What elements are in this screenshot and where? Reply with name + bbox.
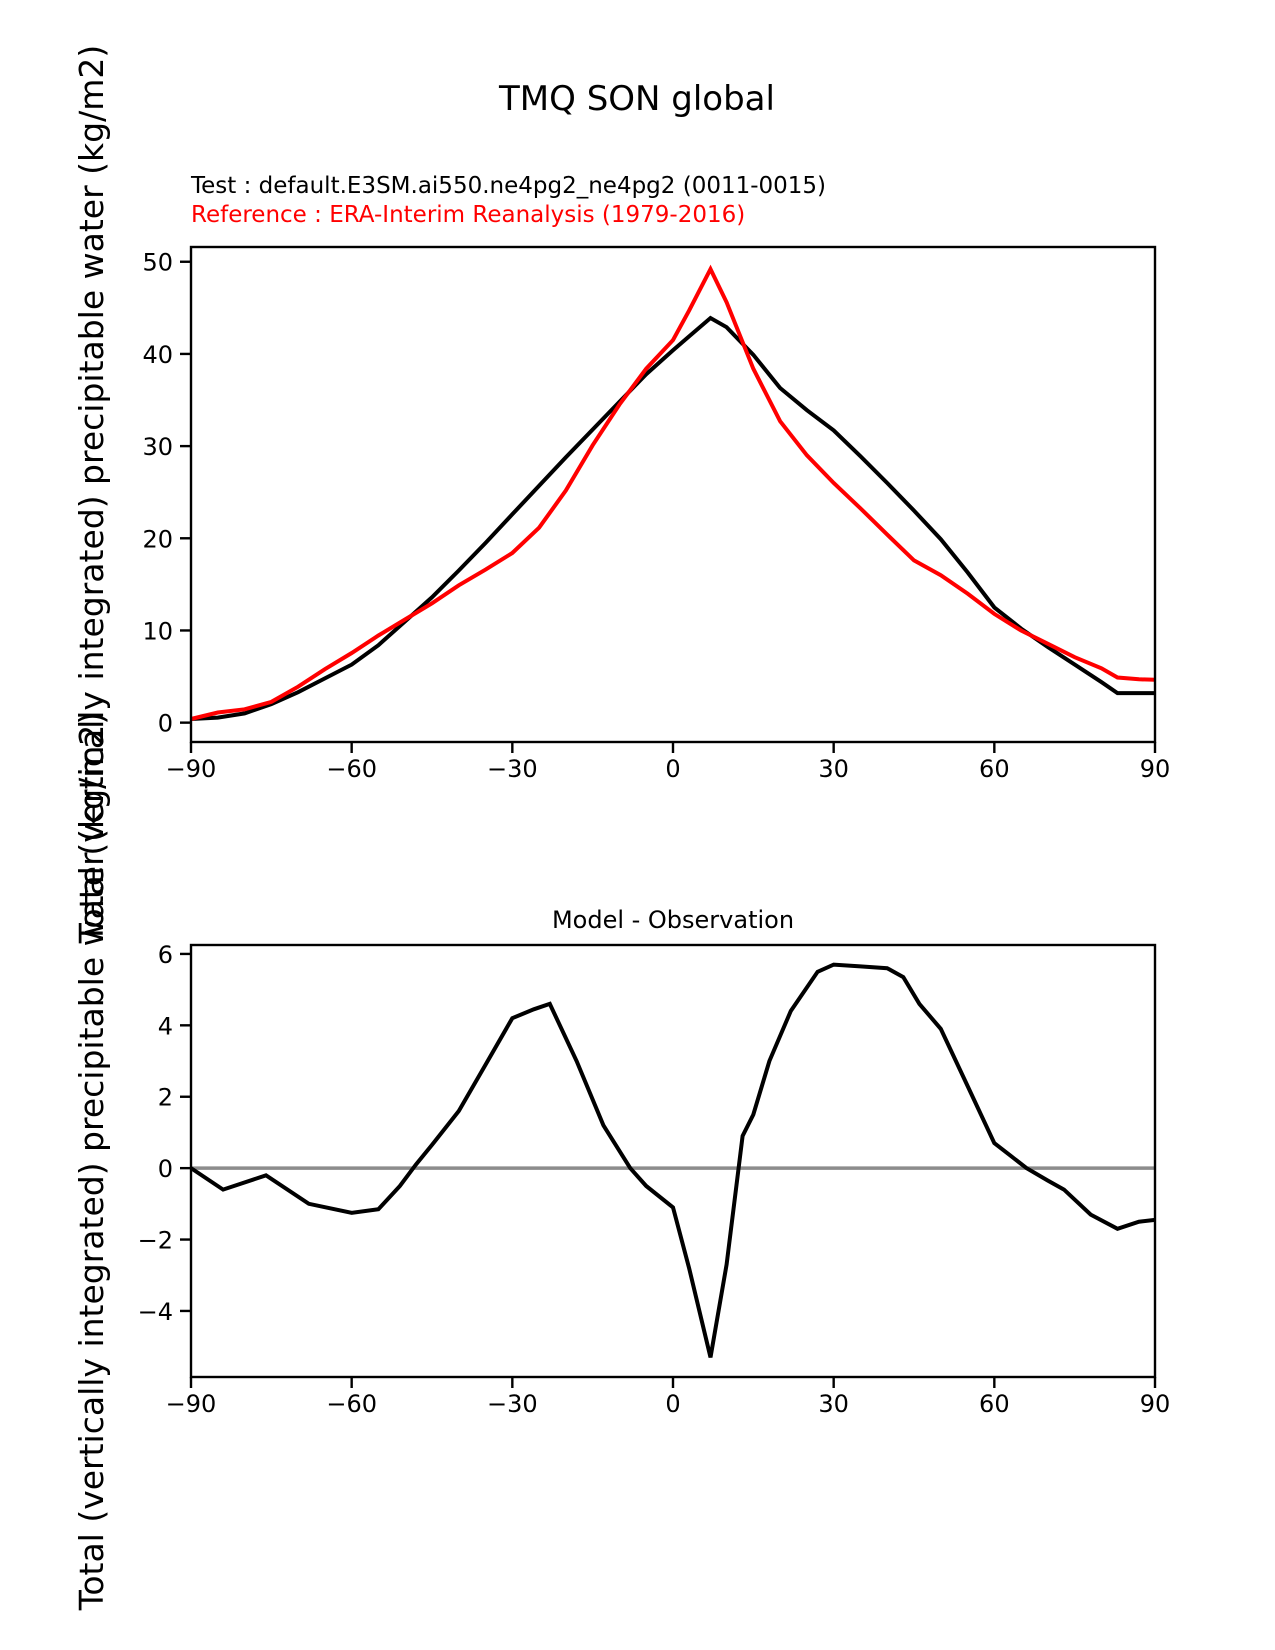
- x-tick-label: −90: [165, 1390, 217, 1418]
- difference-plot-title: Model - Observation: [551, 906, 795, 934]
- x-tick-label: 0: [665, 755, 681, 783]
- figure-title: TMQ SON global: [499, 79, 775, 119]
- top-axes-ticks: [142, 249, 1170, 783]
- y-tick-label: −2: [137, 1226, 173, 1255]
- x-tick-label: −60: [326, 755, 377, 783]
- bottom-axes-frame: [191, 945, 1155, 1377]
- bottom-axes: [72, 709, 1171, 1611]
- top-axes-series: [191, 269, 1155, 719]
- x-tick-label: 90: [1139, 755, 1171, 783]
- bottom-axes-series: [191, 965, 1155, 1358]
- x-tick-label: −30: [487, 755, 538, 783]
- top-y-axis-label: Total (vertically integrated) precipitable water (kg/m2): [72, 44, 111, 944]
- test-run-label: Test : default.E3SM.ai550.ne4pg2_ne4pg2 (0011-0015): [191, 173, 827, 199]
- y-tick-label: 4: [157, 1012, 173, 1041]
- x-tick-label: −30: [487, 1390, 538, 1418]
- y-tick-label: 2: [157, 1083, 173, 1112]
- y-tick-label: 0: [157, 709, 173, 738]
- x-tick-label: 90: [1139, 1390, 1171, 1418]
- y-tick-label: 40: [142, 340, 173, 369]
- y-tick-label: 20: [142, 525, 173, 554]
- x-tick-label: 30: [818, 1390, 849, 1418]
- x-tick-label: −90: [165, 755, 217, 783]
- y-tick-label: −4: [137, 1297, 173, 1326]
- bottom-y-axis-label: Total (vertically integrated) precipitable water (kg/m2): [72, 711, 111, 1611]
- y-tick-label: 30: [142, 433, 173, 462]
- y-tick-label: 50: [142, 248, 173, 277]
- difference-series-line: [191, 965, 1155, 1358]
- x-tick-label: 60: [979, 755, 1010, 783]
- top-axes-frame: [191, 247, 1155, 742]
- x-tick-label: −60: [326, 1390, 377, 1418]
- reference-run-label: Reference : ERA-Interim Reanalysis (1979-2016): [191, 202, 746, 228]
- y-tick-label: 10: [142, 617, 173, 646]
- y-tick-label: 6: [157, 940, 173, 969]
- bottom-axes-ticks: [138, 941, 1171, 1418]
- x-tick-label: 60: [979, 1390, 1010, 1418]
- test-series-line: [191, 318, 1155, 719]
- y-tick-label: 0: [157, 1155, 173, 1184]
- reference-series-line: [191, 269, 1155, 719]
- x-tick-label: 30: [818, 755, 849, 783]
- x-tick-label: 0: [665, 1390, 681, 1418]
